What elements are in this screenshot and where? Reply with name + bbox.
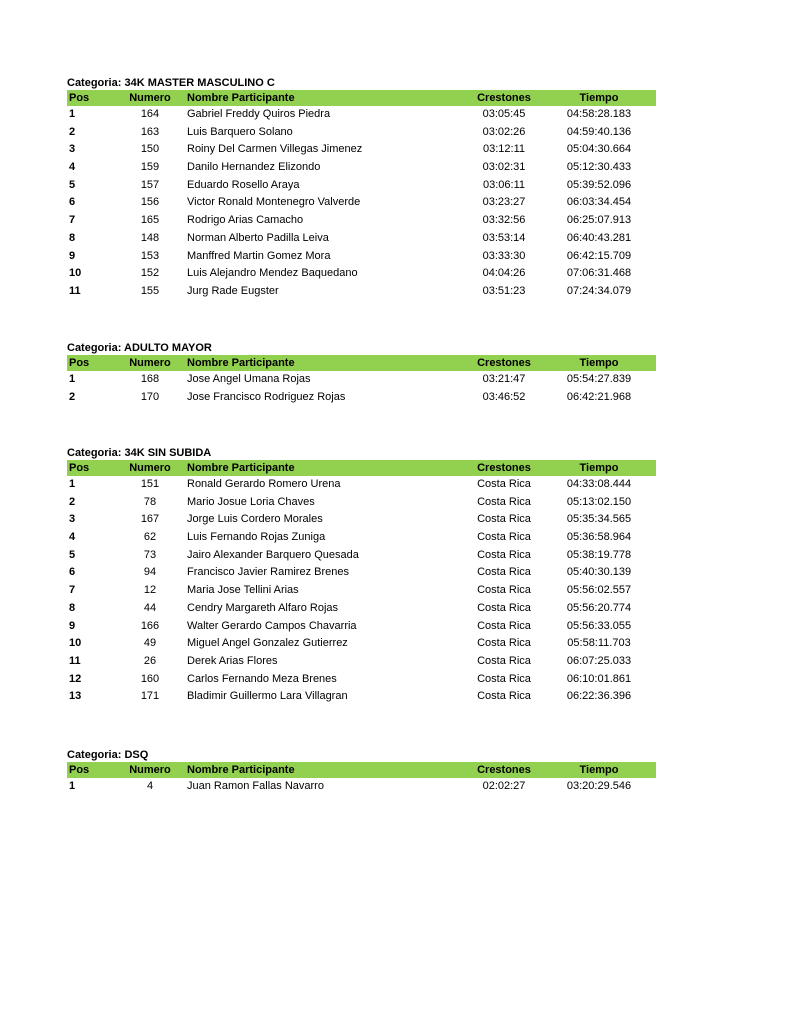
header-col-tiempo: Tiempo	[579, 92, 619, 104]
table-header	[67, 355, 656, 371]
cell-col-pos: 11	[69, 284, 81, 297]
cell-col-numero: 73	[143, 548, 157, 561]
cell-col-crestones: 03:21:47	[482, 373, 526, 385]
header-col-crestones: Crestones	[477, 92, 531, 104]
category-section	[67, 446, 656, 706]
cell-col-nombre: Jairo Alexander Barquero Quesada	[187, 548, 359, 561]
cell-col-pos: 2	[69, 390, 76, 403]
cell-col-numero: 159	[140, 161, 160, 174]
header-col-crestones: Crestones	[477, 764, 531, 776]
cell-col-numero: 148	[140, 231, 160, 244]
table-row	[67, 194, 656, 212]
table-row	[67, 141, 656, 159]
table-row	[67, 688, 656, 706]
cell-col-numero: 12	[143, 584, 157, 597]
cell-col-numero: 44	[143, 601, 157, 614]
cell-col-nombre: Jose Francisco Rodriguez Rojas	[187, 390, 346, 403]
cell-col-nombre: Danilo Hernandez Elizondo	[187, 161, 321, 174]
header-col-crestones: Crestones	[477, 462, 531, 474]
cell-col-nombre: Cendry Margareth Alfaro Rojas	[187, 601, 339, 614]
cell-col-nombre: Maria Jose Tellini Arias	[187, 584, 299, 597]
cell-col-pos: 6	[69, 566, 76, 579]
cell-col-pos: 10	[69, 267, 82, 280]
cell-col-crestones: Costa Rica	[477, 690, 531, 703]
cell-col-tiempo: 04:58:28.183	[566, 108, 632, 120]
cell-col-pos: 7	[69, 584, 76, 597]
header-col-pos: Pos	[69, 764, 90, 776]
cell-col-nombre: Ronald Gerardo Romero Urena	[187, 478, 341, 490]
table-row	[67, 265, 656, 283]
header-col-nombre: Nombre Participante	[187, 764, 295, 776]
cell-col-numero: 26	[143, 654, 157, 667]
table-header	[67, 460, 656, 476]
cell-col-crestones: Costa Rica	[477, 566, 531, 579]
cell-col-nombre: Jorge Luis Cordero Morales	[187, 513, 323, 526]
cell-col-nombre: Jose Angel Umana Rojas	[187, 373, 311, 385]
cell-col-pos: 6	[69, 196, 76, 209]
cell-col-numero: 165	[140, 214, 160, 227]
cell-col-crestones: Costa Rica	[477, 637, 531, 650]
cell-col-pos: 4	[69, 531, 76, 544]
cell-col-pos: 1	[69, 108, 76, 120]
cell-col-nombre: Jurg Rade Eugster	[187, 284, 279, 297]
category-title: Categoria: ADULTO MAYOR	[67, 342, 212, 354]
header-col-nombre: Nombre Participante	[187, 92, 295, 104]
cell-col-crestones: Costa Rica	[477, 584, 531, 597]
cell-col-crestones: 03:23:27	[482, 196, 526, 209]
cell-col-nombre: Manffred Martin Gomez Mora	[187, 249, 331, 262]
cell-col-numero: 4	[146, 780, 154, 792]
table-row	[67, 371, 656, 389]
cell-col-tiempo: 05:40:30.139	[566, 566, 632, 579]
cell-col-numero: 49	[143, 637, 157, 650]
table-row	[67, 778, 656, 796]
cell-col-pos: 3	[69, 513, 76, 526]
cell-col-crestones: 03:33:30	[482, 249, 526, 262]
cell-col-crestones: 03:12:11	[482, 143, 525, 156]
cell-col-crestones: Costa Rica	[477, 654, 531, 667]
cell-col-crestones: 03:06:11	[482, 178, 525, 191]
cell-col-nombre: Victor Ronald Montenegro Valverde	[187, 196, 361, 209]
header-col-numero: Numero	[129, 92, 171, 104]
cell-col-nombre: Norman Alberto Padilla Leiva	[187, 231, 329, 244]
cell-col-tiempo: 05:56:02.557	[566, 584, 632, 597]
cell-col-nombre: Roiny Del Carmen Villegas Jimenez	[187, 143, 363, 156]
cell-col-tiempo: 05:13:02.150	[566, 495, 632, 508]
cell-col-crestones: 04:04:26	[482, 267, 526, 280]
cell-col-tiempo: 06:25:07.913	[566, 214, 632, 227]
table-row	[67, 159, 656, 177]
cell-col-numero: 171	[140, 690, 160, 703]
cell-col-pos: 8	[69, 601, 76, 614]
cell-col-pos: 9	[69, 619, 76, 632]
cell-col-pos: 2	[69, 125, 76, 138]
cell-col-nombre: Miguel Angel Gonzalez Gutierrez	[187, 637, 348, 650]
cell-col-crestones: 03:02:31	[482, 161, 526, 174]
cell-col-nombre: Gabriel Freddy Quiros Piedra	[187, 108, 331, 120]
table-row	[67, 547, 656, 565]
table-row	[67, 600, 656, 618]
header-col-pos: Pos	[69, 357, 90, 369]
cell-col-tiempo: 06:03:34.454	[566, 196, 632, 209]
cell-col-tiempo: 05:12:30.433	[566, 161, 632, 174]
cell-col-pos: 4	[69, 161, 76, 174]
cell-col-numero: 167	[140, 513, 160, 526]
table-row	[67, 618, 656, 636]
cell-col-tiempo: 05:56:33.055	[566, 619, 632, 632]
table-row	[67, 230, 656, 248]
table-row	[67, 124, 656, 142]
header-col-numero: Numero	[129, 764, 171, 776]
cell-col-nombre: Luis Barquero Solano	[187, 125, 293, 138]
header-col-nombre: Nombre Participante	[187, 357, 295, 369]
cell-col-numero: 62	[143, 531, 157, 544]
cell-col-pos: 8	[69, 231, 76, 244]
category-section	[67, 341, 656, 406]
table-row	[67, 511, 656, 529]
cell-col-pos: 11	[69, 654, 81, 667]
cell-col-numero: 156	[140, 196, 160, 209]
table-header	[67, 90, 656, 106]
table-row	[67, 177, 656, 195]
header-col-tiempo: Tiempo	[579, 764, 619, 776]
cell-col-tiempo: 05:56:20.774	[566, 601, 632, 614]
category-title: Categoria: 34K SIN SUBIDA	[67, 447, 212, 459]
cell-col-numero: 151	[140, 478, 160, 490]
table-row	[67, 106, 656, 124]
cell-col-pos: 3	[69, 143, 76, 156]
cell-col-crestones: Costa Rica	[477, 601, 531, 614]
cell-col-pos: 1	[69, 373, 76, 385]
cell-col-nombre: Walter Gerardo Campos Chavarria	[187, 619, 357, 632]
cell-col-numero: 155	[140, 284, 160, 297]
cell-col-nombre: Carlos Fernando Meza Brenes	[187, 672, 337, 685]
cell-col-nombre: Luis Alejandro Mendez Baquedano	[187, 267, 358, 280]
cell-col-numero: 150	[140, 143, 160, 156]
cell-col-crestones: 02:02:27	[482, 780, 526, 792]
table-row	[67, 494, 656, 512]
cell-col-numero: 166	[140, 619, 160, 632]
header-col-numero: Numero	[129, 357, 171, 369]
cell-col-nombre: Mario Josue Loria Chaves	[187, 495, 315, 508]
cell-col-pos: 13	[69, 690, 82, 703]
cell-col-crestones: Costa Rica	[477, 513, 531, 526]
cell-col-nombre: Juan Ramon Fallas Navarro	[187, 780, 324, 792]
cell-col-tiempo: 05:36:58.964	[566, 531, 632, 544]
cell-col-numero: 157	[140, 178, 160, 191]
table-header	[67, 762, 656, 778]
cell-col-crestones: 03:46:52	[482, 390, 526, 403]
cell-col-crestones: 03:05:45	[482, 108, 526, 120]
cell-col-nombre: Eduardo Rosello Araya	[187, 178, 300, 191]
cell-col-crestones: 03:51:23	[482, 284, 526, 297]
cell-col-nombre: Derek Arias Flores	[187, 654, 278, 667]
cell-col-pos: 10	[69, 637, 82, 650]
category-section	[67, 748, 656, 796]
cell-col-crestones: Costa Rica	[477, 531, 531, 544]
cell-col-tiempo: 03:20:29.546	[566, 780, 632, 792]
table-row	[67, 389, 656, 407]
cell-col-tiempo: 06:42:21.968	[566, 390, 632, 403]
table-row	[67, 564, 656, 582]
category-title: Categoria: DSQ	[67, 749, 149, 761]
cell-col-numero: 160	[140, 672, 160, 685]
cell-col-numero: 152	[140, 267, 160, 280]
cell-col-crestones: 03:02:26	[482, 125, 526, 138]
cell-col-numero: 164	[140, 108, 160, 120]
header-col-crestones: Crestones	[477, 357, 531, 369]
cell-col-pos: 5	[69, 548, 76, 561]
cell-col-numero: 153	[140, 249, 160, 262]
cell-col-pos: 1	[69, 780, 76, 792]
table-row	[67, 212, 656, 230]
cell-col-nombre: Rodrigo Arias Camacho	[187, 214, 304, 227]
table-row	[67, 653, 656, 671]
header-col-pos: Pos	[69, 92, 90, 104]
cell-col-pos: 12	[69, 672, 82, 685]
cell-col-numero: 94	[143, 566, 157, 579]
table-row	[67, 283, 656, 301]
cell-col-crestones: Costa Rica	[477, 672, 531, 685]
table-row	[67, 635, 656, 653]
header-col-tiempo: Tiempo	[579, 462, 619, 474]
cell-col-tiempo: 06:40:43.281	[566, 231, 632, 244]
table-row	[67, 582, 656, 600]
cell-col-numero: 168	[140, 373, 160, 385]
cell-col-nombre: Francisco Javier Ramirez Brenes	[187, 566, 349, 579]
cell-col-tiempo: 05:58:11.703	[567, 637, 631, 650]
cell-col-tiempo: 06:07:25.033	[566, 654, 632, 667]
cell-col-crestones: Costa Rica	[477, 478, 531, 490]
table-row	[67, 529, 656, 547]
cell-col-nombre: Bladimir Guillermo Lara Villagran	[187, 690, 348, 703]
category-title: Categoria: 34K MASTER MASCULINO C	[67, 77, 275, 89]
header-col-nombre: Nombre Participante	[187, 462, 295, 474]
cell-col-tiempo: 05:39:52.096	[566, 178, 632, 191]
cell-col-numero: 78	[143, 495, 157, 508]
cell-col-crestones: 03:53:14	[482, 231, 526, 244]
cell-col-pos: 2	[69, 495, 76, 508]
cell-col-crestones: 03:32:56	[482, 214, 526, 227]
cell-col-tiempo: 07:24:34.079	[566, 284, 632, 297]
cell-col-tiempo: 05:38:19.778	[566, 548, 632, 561]
cell-col-tiempo: 04:33:08.444	[566, 478, 632, 490]
cell-col-pos: 1	[69, 478, 76, 490]
cell-col-tiempo: 06:22:36.396	[566, 690, 632, 703]
cell-col-pos: 9	[69, 249, 76, 262]
cell-col-tiempo: 04:59:40.136	[566, 125, 632, 138]
cell-col-numero: 163	[140, 125, 160, 138]
cell-col-crestones: Costa Rica	[477, 619, 531, 632]
cell-col-numero: 170	[140, 390, 160, 403]
cell-col-pos: 7	[69, 214, 76, 227]
header-col-tiempo: Tiempo	[579, 357, 619, 369]
cell-col-crestones: Costa Rica	[477, 548, 531, 561]
table-row	[67, 476, 656, 494]
cell-col-pos: 5	[69, 178, 76, 191]
header-col-pos: Pos	[69, 462, 90, 474]
cell-col-tiempo: 05:04:30.664	[566, 143, 632, 156]
cell-col-tiempo: 05:35:34.565	[566, 513, 632, 526]
cell-col-crestones: Costa Rica	[477, 495, 531, 508]
header-col-numero: Numero	[129, 462, 171, 474]
category-section	[67, 76, 656, 301]
cell-col-tiempo: 05:54:27.839	[566, 373, 632, 385]
table-row	[67, 248, 656, 266]
cell-col-tiempo: 06:42:15.709	[566, 249, 632, 262]
cell-col-nombre: Luis Fernando Rojas Zuniga	[187, 531, 326, 544]
cell-col-tiempo: 06:10:01.861	[566, 672, 632, 685]
cell-col-tiempo: 07:06:31.468	[566, 267, 632, 280]
table-row	[67, 671, 656, 689]
